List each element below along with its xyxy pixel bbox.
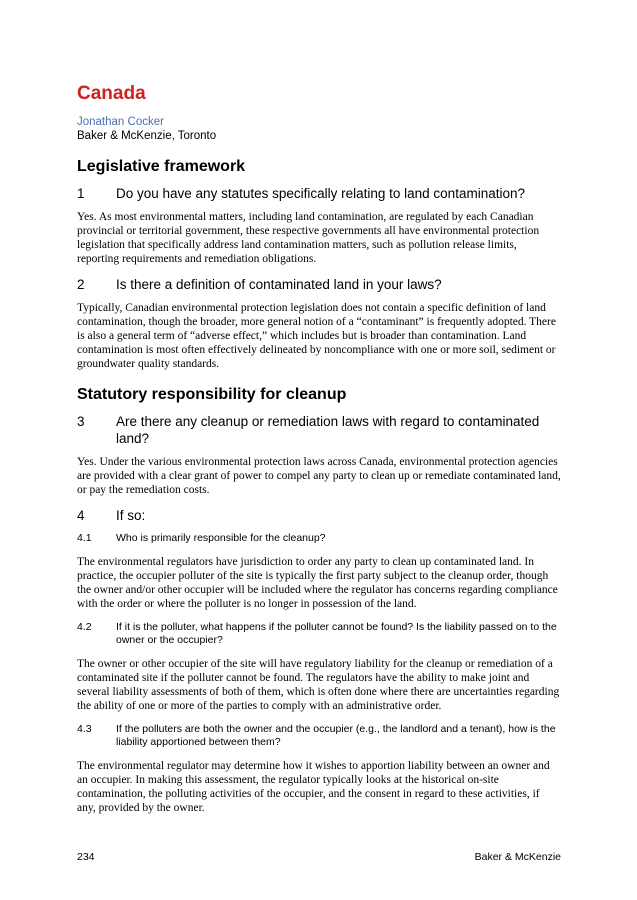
country-title: Canada xyxy=(77,83,146,104)
question-text: Are there any cleanup or remediation laws with regard to contaminated land? xyxy=(116,414,540,446)
sub-question-text: If it is the polluter, what happens if the polluter cannot be found? Is the liability passed on to the owner or the occupier? xyxy=(116,621,557,646)
section-heading-legislative-framework: Legislative framework xyxy=(77,158,246,175)
footer-firm: Baker & McKenzie xyxy=(474,851,561,863)
answer-2: Typically, Canadian environmental protection legislation does not contain a specific definition of land contamination, though the broader, more general notion of a “contaminant” is frequently adopted. There is also a general term of “adverse effect,” which includes but is broader than contamination. Land contamination is most often effectively delineated by noncompliance with one or more soil, sediment or groundwater quality standards. xyxy=(77,302,556,370)
question-2 xyxy=(77,276,561,293)
question-number: 4 xyxy=(77,508,85,523)
question-text: If so: xyxy=(116,508,146,523)
author-firm: Baker & McKenzie, Toronto xyxy=(77,130,217,142)
sub-question-4-2 xyxy=(77,621,561,647)
question-1 xyxy=(77,185,561,202)
question-number: 1 xyxy=(77,186,85,201)
question-4 xyxy=(77,507,561,524)
sub-question-text: Who is primarily responsible for the cleanup? xyxy=(116,532,326,544)
author-name[interactable]: Jonathan Cocker xyxy=(77,116,164,128)
sub-answer-4-1: The environmental regulators have jurisdiction to order any party to clean up contaminated land. In practice, the occupier polluter of the site is typically the first party subject to the cleanup order, though the owner and/or other occupier will be included where the regulator has concerns regarding compliance with the order or where the polluter is no longer in possession of the land. xyxy=(77,556,558,610)
answer-3: Yes. Under the various environmental protection laws across Canada, environmental protection agencies are provided with a clear grant of power to compel any party to clean up or remediate contaminated land, or pay the remediation costs. xyxy=(77,456,561,496)
sub-question-text: If the polluters are both the owner and the occupier (e.g., the landlord and a tenant), how is the liability apportioned between them? xyxy=(116,723,556,748)
sub-answer-4-2: The owner or other occupier of the site will have regulatory liability for the cleanup or remediation of a contaminated site if the polluter cannot be found. The regulators have the ability to make joint and several liability assessments of both of them, which is often done where there are uncertainties regarding the ability of one or more of the parties to comply with an administrative order. xyxy=(77,658,560,712)
sub-question-number: 4.2 xyxy=(77,621,92,633)
page-footer xyxy=(77,851,561,863)
question-text: Do you have any statutes specifically relating to land contamination? xyxy=(116,186,525,201)
question-number: 3 xyxy=(77,414,85,429)
sub-question-number: 4.3 xyxy=(77,723,92,735)
sub-question-4-3 xyxy=(77,723,561,749)
sub-answer-4-3: The environmental regulator may determine how it wishes to apportion liability between an owner and an occupier. In making this assessment, the regulator typically looks at the historical on-site contamination, the polluting activities of the occupier, and the consent in regard to these activities, if any, provided by the owner. xyxy=(77,760,550,814)
page-number: 234 xyxy=(77,851,95,863)
page-content xyxy=(77,83,561,825)
sub-question-number: 4.1 xyxy=(77,532,92,544)
section-heading-statutory-responsibility: Statutory responsibility for cleanup xyxy=(77,386,347,403)
question-number: 2 xyxy=(77,277,85,292)
question-text: Is there a definition of contaminated land in your laws? xyxy=(116,277,442,292)
question-3 xyxy=(77,413,561,447)
sub-question-4-1 xyxy=(77,532,561,545)
answer-1: Yes. As most environmental matters, including land contamination, are regulated by each Canadian provincial or territorial government, these respective governments all have environmental protection legislation that specifically address land contamination matters, such as pollution release limits, reporting requirements and remediation obligations. xyxy=(77,211,540,265)
